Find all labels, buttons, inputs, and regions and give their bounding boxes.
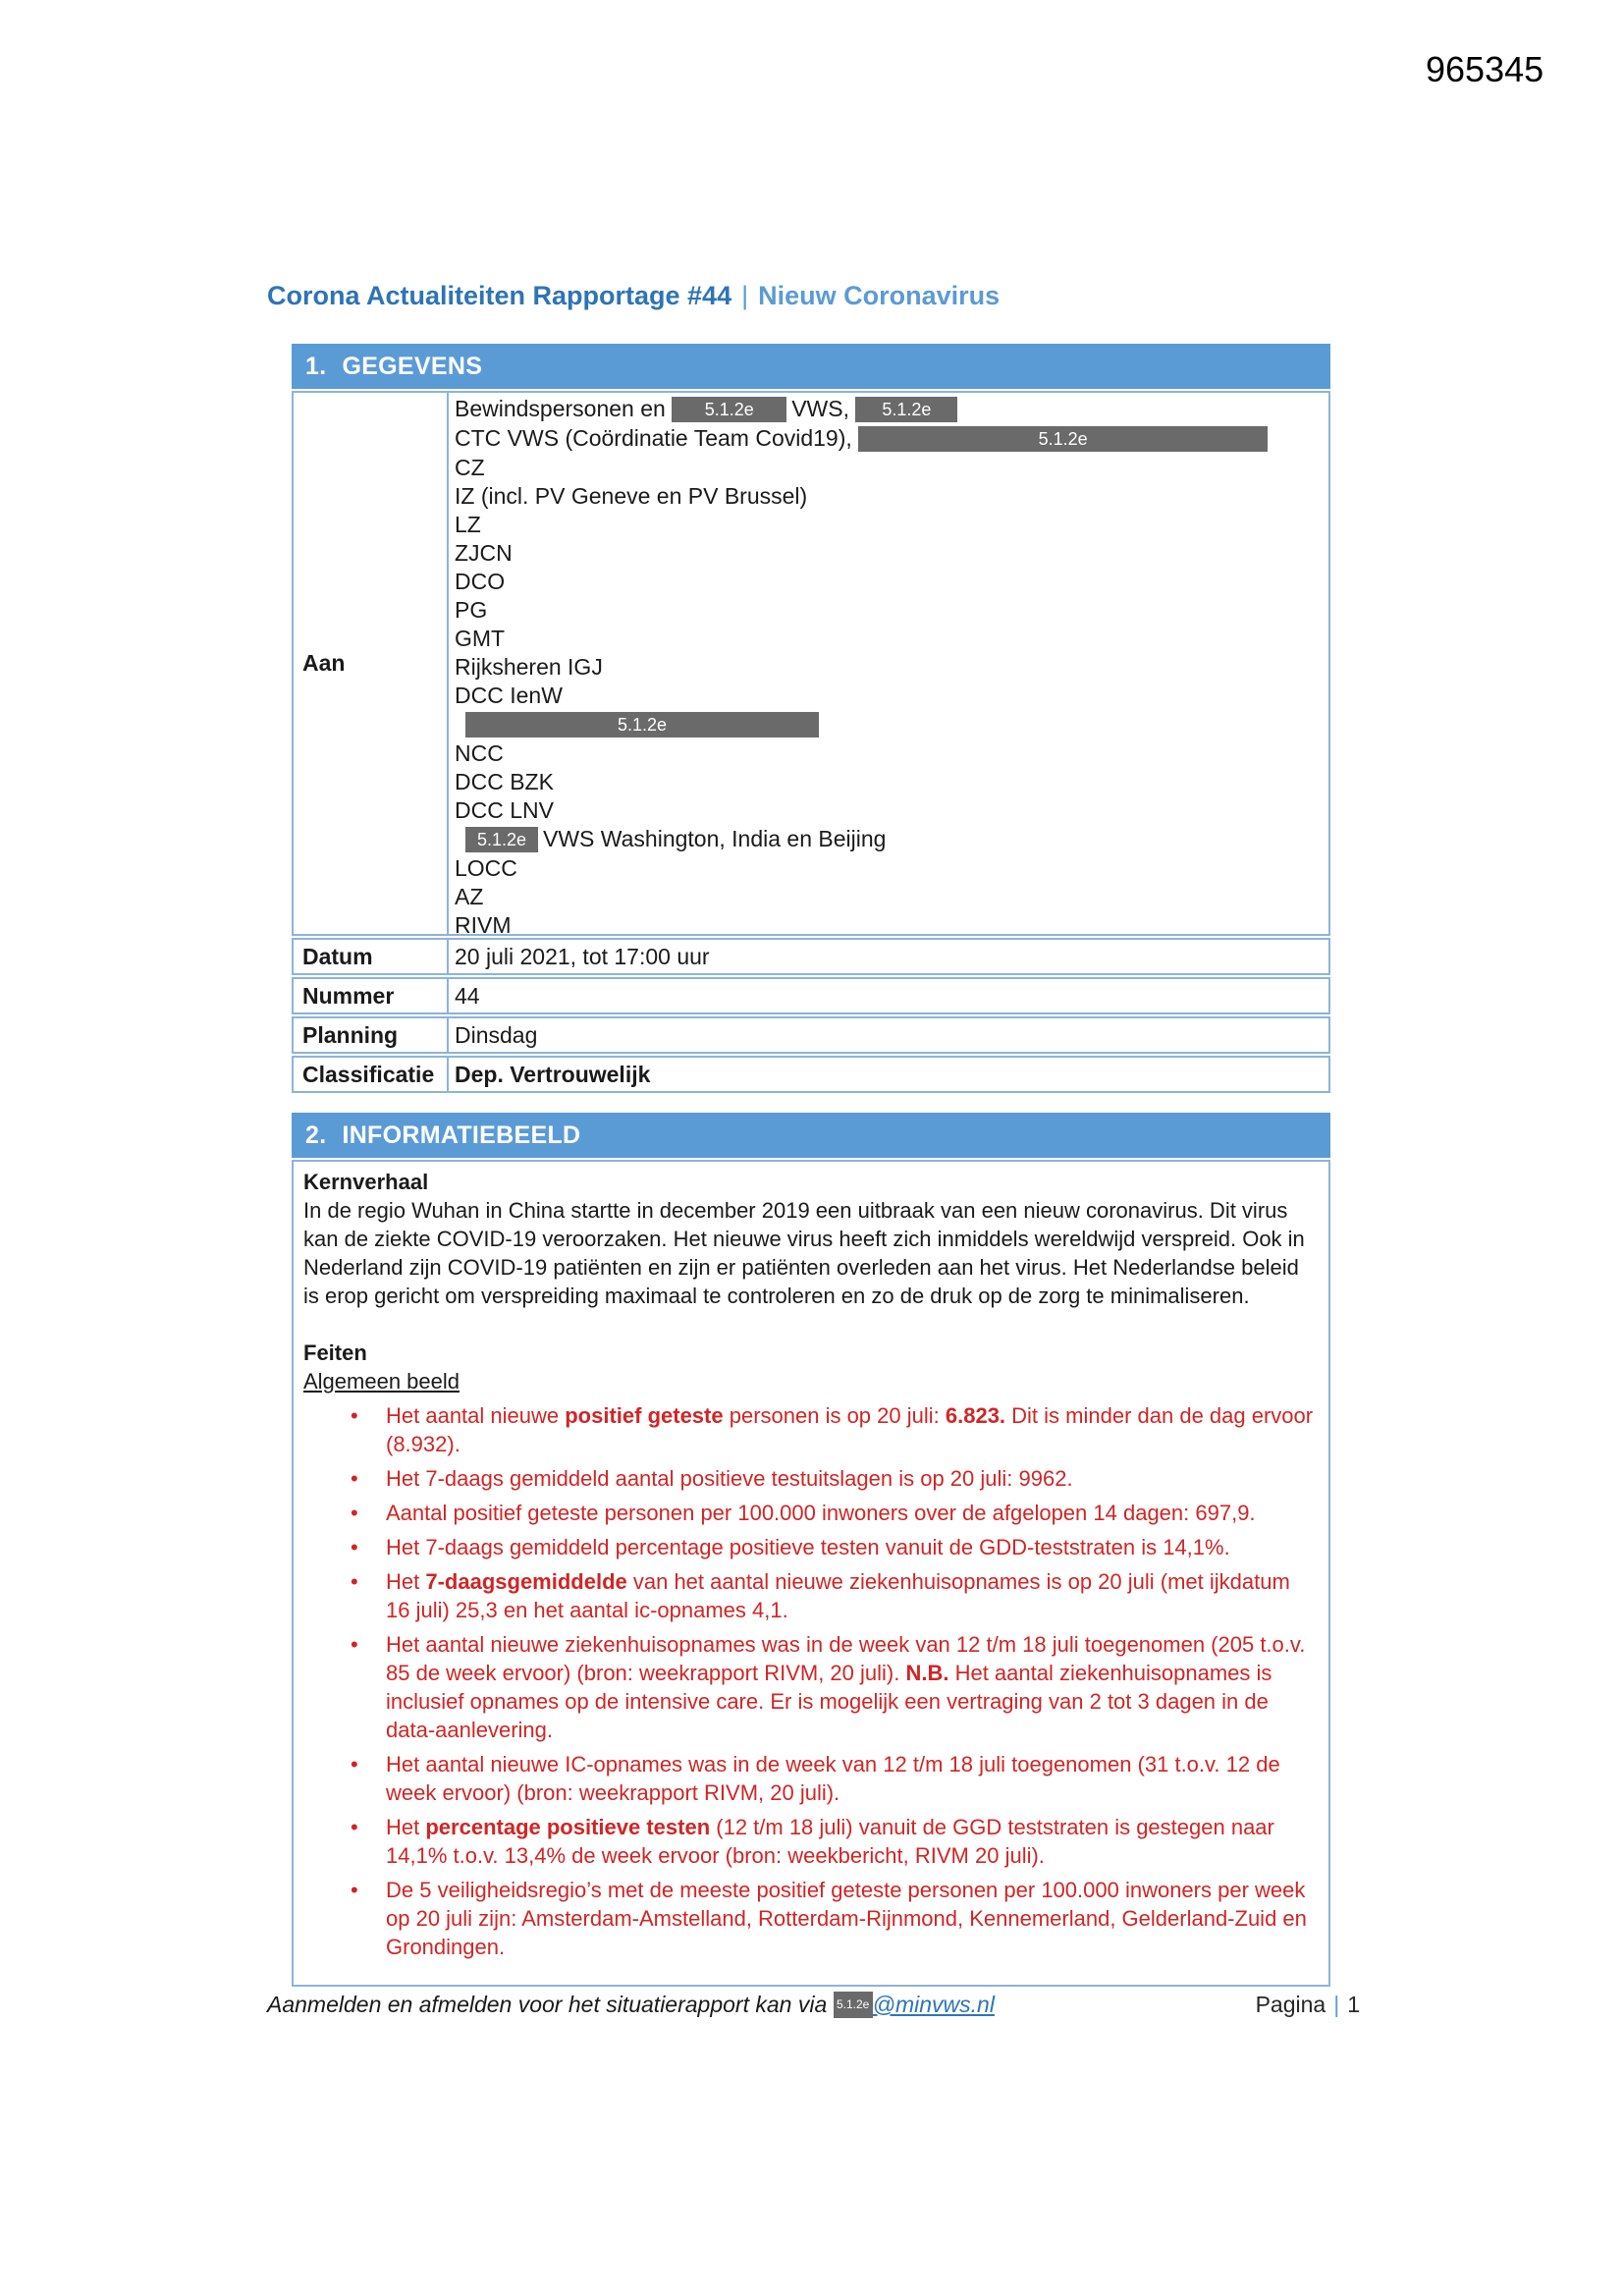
fact-bullet-item [351,1630,1319,1744]
page-title-subtitle: Nieuw Coronavirus [758,281,1001,310]
redaction-block: 5.1.2e [672,397,786,422]
bullet-marker: • [351,1535,358,1559]
recipient-text: Bewindspersonen en [455,396,673,421]
email-link[interactable]: @minvws.nl [872,1992,995,2018]
spacer [303,1310,1319,1339]
redaction-block: 5.1.2e [858,426,1268,452]
kernverhaal-heading: Kernverhaal [303,1170,429,1194]
title-separator: | [741,281,749,310]
recipient-text: VWS Washington, India en Beijing [543,825,887,851]
bullet-text-segment: Het [386,1569,426,1594]
bullet-text [386,1499,1319,1527]
recipient-line [455,825,1321,854]
recipient-text: IZ (incl. PV Geneve en PV Brussel) [455,482,808,509]
recipient-line [455,568,1321,596]
fact-bullet-item [351,1567,1319,1624]
bullet-text [386,1876,1319,1961]
recipient-text: CTC VWS (Coördinatie Team Covid19), [455,424,859,451]
bullet-text-bold: 7-daagsgemiddelde [425,1569,627,1594]
recipient-line [455,768,1321,796]
row-value: Dinsdag [455,1022,538,1048]
table-row-datum [292,938,1330,975]
feiten-heading: Feiten [303,1340,367,1365]
bullet-marker: • [351,1569,358,1594]
bullet-text-segment: Aantal positief geteste personen per 100.000 inwoners over de afgelopen 14 dagen: 697,9. [386,1501,1256,1525]
recipient-line [455,511,1321,539]
bullet-text-segment: Het aantal ziekenhuisopnames is inclusief opnames op de intensive care. Er is mogelijk een vertraging van 2 tot 3 dagen in de data-aanlevering. [386,1661,1272,1742]
footer-subscribe-note [267,1992,995,2021]
table-row-classificatie [292,1056,1330,1093]
recipient-text: GMT [455,625,506,651]
bullet-text-segment: De 5 veiligheidsregio’s met de meeste positief geteste personen per 100.000 inwoners per week op 20 juli zijn: Amsterdam-Amstelland, Rotterdam-Rijnmond, Kennemerland, Gelderland-Zuid en Grondingen. [386,1878,1307,1959]
section-title: GEGEVENS [342,352,483,380]
bullet-text-bold: positief geteste [565,1403,724,1428]
page-title-main: Corona Actualiteiten Rapportage #44 [267,281,732,310]
recipient-line [455,911,1321,940]
bullet-text-segment: personen is op 20 juli: [723,1403,946,1428]
table-row-nummer [292,977,1330,1014]
recipient-text: PG [455,596,488,623]
row-label-aan: Aan [294,393,449,934]
algemeen-beeld-heading: Algemeen beeld [303,1369,460,1394]
fact-bullet-item [351,1464,1319,1493]
bullet-text-segment: Het aantal nieuwe IC-opnames was in de week van 12 t/m 18 juli toegenomen (31 t.o.v. 12 de week ervoor) (bron: weekrapport RIVM, 20 juli). [386,1752,1280,1805]
aan-recipient-list [449,393,1328,938]
kernverhaal-paragraph: In de regio Wuhan in China startte in december 2019 een uitbraak van een nieuw coronavirus. Dit virus kan de ziekte COVID-19 veroorzaken. Het nieuwe virus heeft zich inmiddels wereldwijd verspreid. Ook in Nederland zijn COVID-19 patiënten en zijn er patiënten overleden aan het virus. Het Nederlandse beleid is erop gericht om verspreiding maximaal te controleren en zo de druk op de zorg te minimaliseren. [303,1198,1305,1308]
recipient-text: DCC BZK [455,768,554,794]
recipient-text: AZ [455,883,484,909]
row-value: 44 [455,983,480,1009]
recipient-text: ZJCN [455,539,513,566]
bullet-marker: • [351,1403,358,1428]
bullet-marker: • [351,1878,358,1902]
bullet-text [386,1464,1319,1493]
recipient-line [455,395,1321,424]
page-number-separator: | [1333,1992,1340,2017]
row-label: Nummer [294,979,449,1012]
recipient-line [455,482,1321,511]
recipient-text: VWS, [791,396,856,421]
bullet-marker: • [351,1501,358,1525]
bullet-text-segment: van het aantal nieuwe ziekenhuisopnames is op 20 juli (met ijkdatum 16 juli) 25,3 en het aantal ic-opnames 4,1. [386,1569,1290,1622]
table-row-planning [292,1016,1330,1054]
section-number: 1. [305,352,327,380]
row-label: Datum [294,940,449,973]
document-number: 965345 [1426,49,1544,89]
page-title [267,281,1000,311]
bullet-text-bold: N.B. [905,1661,949,1685]
recipient-text: CZ [455,454,485,480]
recipient-line [455,625,1321,653]
section-header-gegevens [292,344,1330,389]
bullet-text [386,1630,1319,1744]
bullet-text-segment: Het 7-daags gemiddeld percentage positieve testen vanuit de GDD-teststraten is 14,1%. [386,1535,1230,1559]
gegevens-meta-rows [292,938,1330,1093]
fact-bullet-item [351,1499,1319,1527]
bullet-marker: • [351,1632,358,1657]
recipient-text: Rijksheren IGJ [455,653,603,680]
section-title: INFORMATIEBEELD [342,1121,581,1149]
recipient-text: RIVM [455,911,512,938]
bullet-text [386,1567,1319,1624]
gegevens-table [292,391,1330,1095]
bullet-text-bold: percentage positieve testen [425,1815,711,1839]
recipient-line [455,539,1321,568]
page-number-value: 1 [1347,1992,1360,2017]
redaction-block: 5.1.2e [465,827,538,852]
bullet-text [386,1533,1319,1561]
recipient-line [455,883,1321,911]
recipient-line [455,796,1321,825]
fact-bullet-item [351,1750,1319,1807]
footer-note-text: Aanmelden en afmelden voor het situatierapport kan via [267,1992,828,2018]
bullet-text [386,1401,1319,1458]
redaction-block: 5.1.2e [465,712,819,738]
bullet-text-segment: Het 7-daags gemiddeld aantal positieve testuitslagen is op 20 juli: 9962. [386,1466,1073,1491]
bullet-marker: • [351,1752,358,1777]
row-value: 20 juli 2021, tot 17:00 uur [455,944,710,969]
recipient-line [455,596,1321,625]
recipient-text: LOCC [455,854,517,881]
table-row-aan [292,391,1330,936]
recipient-text: NCC [455,739,504,766]
redaction-block: 5.1.2e [855,397,957,422]
recipient-line [455,454,1321,482]
section-header-informatiebeeld [292,1113,1330,1158]
recipient-text: LZ [455,511,481,537]
fact-bullet-item [351,1533,1319,1561]
bullet-text-segment: Het aantal nieuwe [386,1403,566,1428]
bullet-text-segment: Dit is minder dan de dag ervoor (8.932). [386,1403,1314,1456]
page-number-label: Pagina [1255,1992,1326,2017]
recipient-line [455,854,1321,883]
recipient-text: DCC LNV [455,796,554,823]
bullet-text-segment: (12 t/m 18 juli) vanuit de GGD teststraten is gestegen naar 14,1% t.o.v. 13,4% de week ervoor (bron: weekbericht, RIVM 20 juli). [386,1815,1274,1868]
recipient-line [455,682,1321,710]
recipient-line [455,710,1321,739]
informatiebeeld-content [292,1160,1330,1987]
bullet-marker: • [351,1466,358,1491]
bullet-text [386,1813,1319,1870]
redaction-block: 5.1.2e [834,1992,873,2018]
bullet-text-segment: Het aantal nieuwe ziekenhuisopnames was in de week van 12 t/m 18 juli toegenomen (205 t.o.v. 85 de week ervoor) (bron: weekrapport RIVM, 20 juli). [386,1632,1306,1685]
recipient-text: DCO [455,568,506,594]
row-value: Dep. Vertrouwelijk [455,1062,651,1087]
bullet-text [386,1750,1319,1807]
recipient-line [455,653,1321,682]
bullet-text-bold: 6.823. [945,1403,1006,1428]
row-label: Planning [294,1018,449,1052]
row-label: Classificatie [294,1058,449,1091]
fact-bullet-item [351,1876,1319,1961]
recipient-line [455,424,1321,454]
section-number: 2. [305,1121,327,1149]
bullet-marker: • [351,1815,358,1839]
page-number-area [1256,1992,1360,2018]
feiten-bullet-list [303,1401,1319,1961]
bullet-text-segment: Het [386,1815,426,1839]
fact-bullet-item [351,1813,1319,1870]
recipient-text: DCC IenW [455,682,563,708]
fact-bullet-item [351,1401,1319,1458]
recipient-line [455,739,1321,768]
